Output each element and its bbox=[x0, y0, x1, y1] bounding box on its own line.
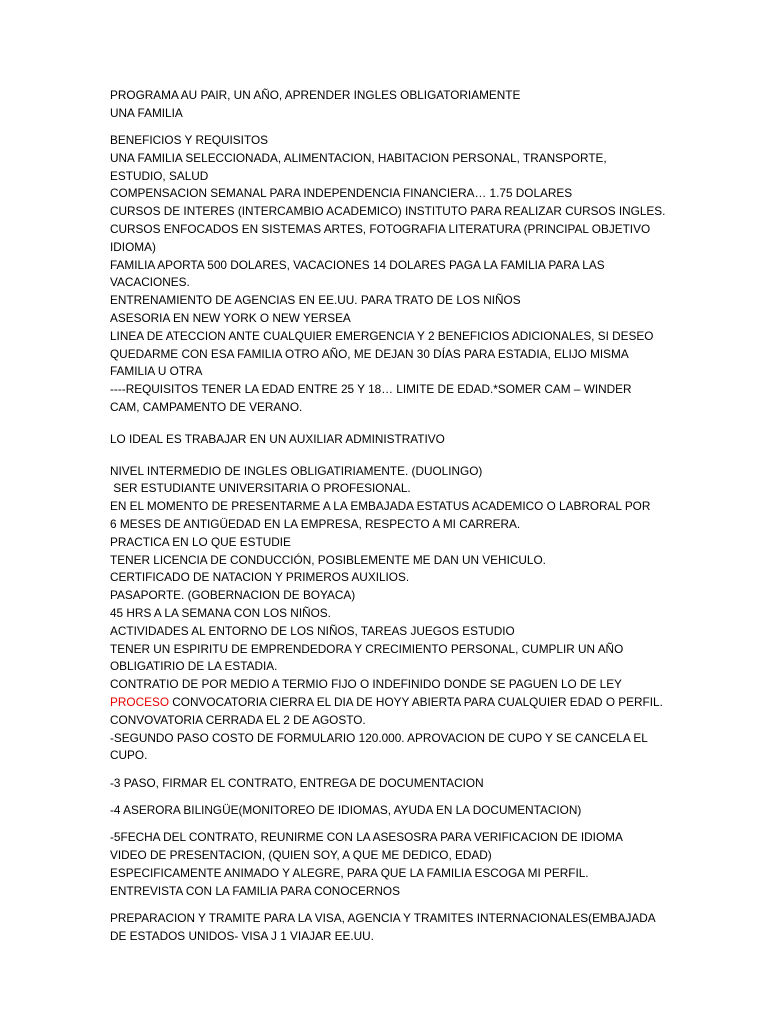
text-line: EN EL MOMENTO DE PRESENTARME A LA EMBAJADA ESTATUS ACADEMICO O LABRORAL POR bbox=[110, 499, 651, 514]
text-line: NIVEL INTERMEDIO DE INGLES OBLIGATIRIAMENTE. (DUOLINGO) bbox=[110, 463, 483, 478]
section-requirements bbox=[110, 463, 670, 766]
section-step-3 bbox=[110, 775, 670, 793]
text-line: DE ESTADOS UNIDOS- VISA J 1 VIAJAR EE.UU. bbox=[110, 928, 374, 943]
text-line: CONVOVATORIA CERRADA EL 2 DE AGOSTO. bbox=[110, 712, 366, 727]
section-step-4 bbox=[110, 802, 670, 820]
text-line: UNA FAMILIA SELECCIONADA, ALIMENTACION, HABITACION PERSONAL, TRANSPORTE, bbox=[110, 150, 607, 165]
text-line: ----REQUISITOS TENER LA EDAD ENTRE 25 Y 18… LIMITE DE EDAD.*SOMER CAM – WINDER bbox=[110, 382, 632, 397]
text-line: ASESORIA EN NEW YORK O NEW YERSEA bbox=[110, 311, 351, 326]
document-body bbox=[110, 87, 670, 946]
text-line: FAMILIA APORTA 500 DOLARES, VACACIONES 14 DOLARES PAGA LA FAMILIA PARA LAS bbox=[110, 257, 605, 272]
text-line: 6 MESES DE ANTIGÜEDAD EN LA EMPRESA, RESPECTO A MI CARRERA. bbox=[110, 517, 521, 532]
section-program bbox=[110, 87, 670, 123]
text-line: COMPENSACION SEMANAL PARA INDEPENDENCIA FINANCIERA… 1.75 DOLARES bbox=[110, 186, 573, 201]
text-line: FAMILIA U OTRA bbox=[110, 364, 203, 379]
text-line: TENER LICENCIA DE CONDUCCIÓN, POSIBLEMENTE ME DAN UN VEHICULO. bbox=[110, 552, 546, 567]
text-line: PRACTICA EN LO QUE ESTUDIE bbox=[110, 534, 291, 549]
text-line: ESTUDIO, SALUD bbox=[110, 168, 209, 183]
text-line: VACACIONES. bbox=[110, 275, 190, 290]
text-line: ESPECIFICAMENTE ANIMADO Y ALEGRE, PARA QUE LA FAMILIA ESCOGA MI PERFIL. bbox=[110, 865, 589, 880]
text-line: TENER UN ESPIRITU DE EMPRENDEDORA Y CRECIMIENTO PERSONAL, CUMPLIR UN AÑO bbox=[110, 641, 624, 656]
text-line: -4 ASERORA BILINGÜE(MONITOREO DE IDIOMAS, AYUDA EN LA DOCUMENTACION) bbox=[110, 802, 582, 817]
text-line: CURSOS ENFOCADOS EN SISTEMAS ARTES, FOTOGRAFIA LITERATURA (PRINCIPAL OBJETIVO bbox=[110, 222, 651, 237]
text-line: PASAPORTE. (GOBERNACION DE BOYACA) bbox=[110, 588, 356, 603]
text-line: CONTRATIO DE POR MEDIO A TERMIO FIJO O INDEFINIDO DONDE SE PAGUEN LO DE LEY bbox=[110, 677, 622, 692]
process-line bbox=[110, 694, 670, 712]
text-line: LO IDEAL ES TRABAJAR EN UN AUXILIAR ADMINISTRATIVO bbox=[110, 431, 445, 446]
text-line: UNA FAMILIA bbox=[110, 105, 183, 120]
text-line: PREPARACION Y TRAMITE PARA LA VISA, AGENCIA Y TRAMITES INTERNACIONALES(EMBAJADA bbox=[110, 910, 656, 925]
text-line: ACTIVIDADES AL ENTORNO DE LOS NIÑOS, TAREAS JUEGOS ESTUDIO bbox=[110, 623, 515, 638]
process-highlight: PROCESO bbox=[110, 695, 169, 709]
text-line: OBLIGATIRIO DE LA ESTADIA. bbox=[110, 659, 278, 674]
section-visa bbox=[110, 910, 670, 946]
text-line: VIDEO DE PRESENTACION, (QUIEN SOY, A QUE ME DEDICO, EDAD) bbox=[110, 848, 492, 863]
text-line: BENEFICIOS Y REQUISITOS bbox=[110, 133, 268, 148]
text-line: -SEGUNDO PASO COSTO DE FORMULARIO 120.000. APROVACION DE CUPO Y SE CANCELA EL bbox=[110, 730, 648, 745]
text-line: QUEDARME CON ESA FAMILIA OTRO AÑO, ME DEJAN 30 DÍAS PARA ESTADIA, ELIJO MISMA bbox=[110, 346, 629, 361]
section-ideal-job bbox=[110, 431, 670, 449]
text-line: 45 HRS A LA SEMANA CON LOS NIÑOS. bbox=[110, 606, 331, 621]
process-text: CONVOCATORIA CIERRA EL DIA DE HOYY ABIERTA PARA CUALQUIER EDAD O PERFIL. bbox=[169, 695, 663, 709]
text-line: PROGRAMA AU PAIR, UN AÑO, APRENDER INGLES OBLIGATORIAMENTE bbox=[110, 88, 521, 102]
section-step-5 bbox=[110, 829, 670, 900]
text-line: -3 PASO, FIRMAR EL CONTRATO, ENTREGA DE DOCUMENTACION bbox=[110, 775, 484, 790]
text-line: SER ESTUDIANTE UNIVERSITARIA O PROFESIONAL. bbox=[110, 481, 411, 496]
text-line: CUPO. bbox=[110, 748, 148, 763]
text-line: -5FECHA DEL CONTRATO, REUNIRME CON LA ASESOSRA PARA VERIFICACION DE IDIOMA bbox=[110, 830, 623, 845]
text-line: ENTRENAMIENTO DE AGENCIAS EN EE.UU. PARA TRATO DE LOS NIÑOS bbox=[110, 293, 521, 308]
text-line: LINEA DE ATECCION ANTE CUALQUIER EMERGENCIA Y 2 BENEFICIOS ADICIONALES, SI DESEO bbox=[110, 328, 654, 343]
text-line: CURSOS DE INTERES (INTERCAMBIO ACADEMICO) INSTITUTO PARA REALIZAR CURSOS INGLES. bbox=[110, 204, 666, 219]
text-line: CERTIFICADO DE NATACION Y PRIMEROS AUXILIOS. bbox=[110, 570, 410, 585]
text-line: ENTREVISTA CON LA FAMILIA PARA CONOCERNOS bbox=[110, 883, 400, 898]
text-line: IDIOMA) bbox=[110, 239, 156, 254]
text-line: CAM, CAMPAMENTO DE VERANO. bbox=[110, 400, 303, 415]
section-benefits bbox=[110, 132, 670, 417]
